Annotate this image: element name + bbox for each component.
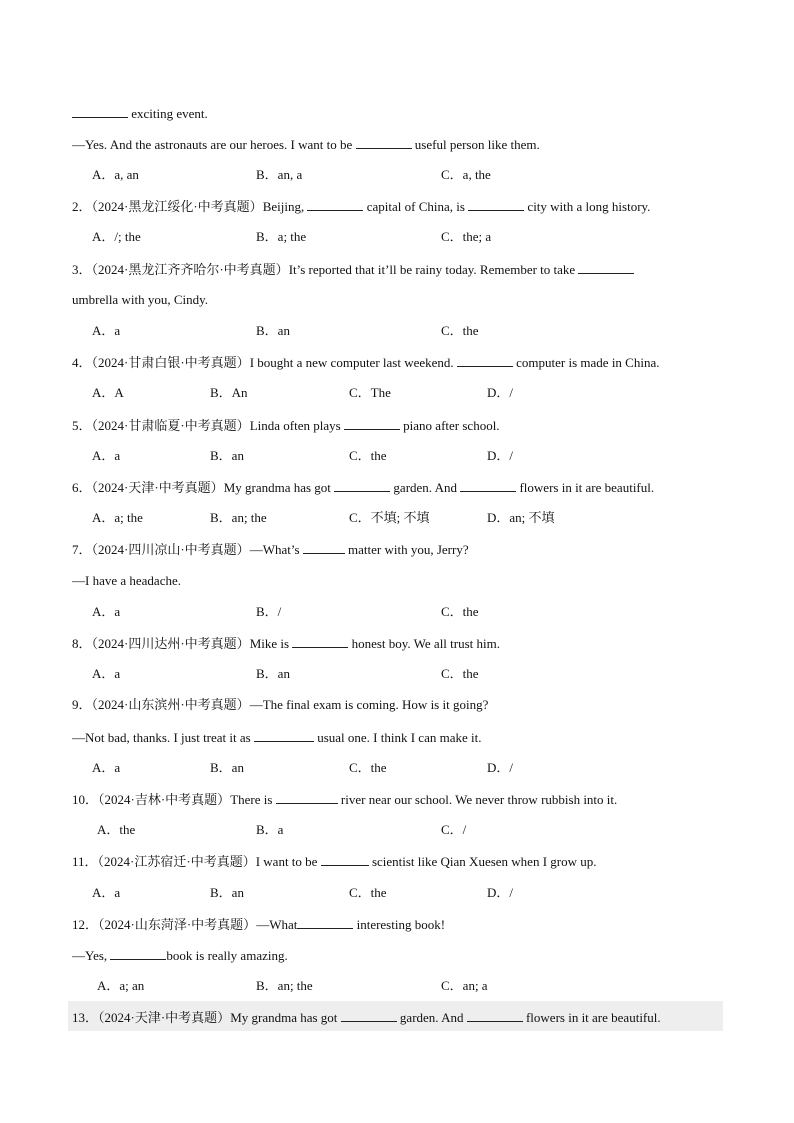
question-7-options [0, 604, 794, 620]
option-b[interactable]: B．an; the [256, 978, 313, 993]
question-6-options [0, 510, 794, 526]
question-4-options [0, 385, 794, 401]
option-b[interactable]: B．a; the [256, 229, 307, 244]
option-a[interactable]: A．a, an [92, 167, 139, 182]
answer-blank[interactable] [303, 541, 345, 554]
option-b[interactable]: B．An [210, 385, 248, 400]
option-b[interactable]: B．an [210, 448, 244, 463]
option-c[interactable]: C．the [441, 323, 479, 338]
option-b[interactable]: B．a [256, 822, 284, 837]
option-a[interactable]: A．A [92, 385, 124, 400]
question-12-options [0, 978, 794, 994]
option-b[interactable]: B．an [256, 323, 290, 338]
answer-blank[interactable] [276, 791, 338, 804]
option-d[interactable]: D．/ [487, 885, 514, 900]
question-9-options [0, 760, 794, 776]
question-12-dialogue: —Yes, book is really amazing. [72, 948, 288, 963]
question-13-stem[interactable]: 13．（2024·天津·中考真题）My grandma has got garden. And flowers in it are beautiful. [72, 1010, 661, 1025]
question-7-stem: 7．（2024·四川凉山·中考真题）—What’s matter with you, Jerry? [72, 542, 469, 557]
option-a[interactable]: A．a [92, 760, 121, 775]
question-3-options [0, 323, 794, 339]
option-d[interactable]: D．an; 不填 [487, 510, 555, 525]
answer-blank[interactable] [460, 479, 516, 492]
option-c[interactable]: C．/ [441, 822, 467, 837]
option-a[interactable]: A．/; the [92, 229, 141, 244]
question-1-dialogue: —Yes. And the astronauts are our heroes. I want to be useful person like them. [72, 137, 540, 152]
answer-blank[interactable] [321, 853, 369, 866]
option-c[interactable]: C．不填; 不填 [349, 510, 430, 525]
question-9-dialogue: —Not bad, thanks. I just treat it as usual one. I think I can make it. [72, 730, 482, 745]
question-11-options [0, 885, 794, 901]
answer-blank[interactable] [578, 261, 634, 274]
question-3-stem-cont: umbrella with you, Cindy. [72, 292, 209, 307]
answer-blank[interactable] [467, 1009, 523, 1022]
option-c[interactable]: C．the [441, 604, 479, 619]
question-5-options [0, 448, 794, 464]
option-b[interactable]: B．an [256, 666, 290, 681]
question-5-stem: 5．（2024·甘肃临夏·中考真题）Linda often plays piano after school. [72, 418, 500, 433]
option-a[interactable]: A．a [92, 604, 121, 619]
question-1-options [0, 167, 794, 183]
option-d[interactable]: D．/ [487, 448, 514, 463]
answer-blank[interactable] [292, 635, 348, 648]
answer-blank[interactable] [344, 417, 400, 430]
answer-blank[interactable] [72, 105, 128, 118]
option-a[interactable]: A．a [92, 448, 121, 463]
option-c[interactable]: C．a, the [441, 167, 491, 182]
option-c[interactable]: C．the [441, 666, 479, 681]
question-10-stem: 10．（2024·吉林·中考真题）There is river near our school. We never throw rubbish into it. [72, 792, 618, 807]
question-6-stem: 6．（2024·天津·中考真题）My grandma has got garden. And flowers in it are beautiful. [72, 480, 655, 495]
option-a[interactable]: A．a [92, 666, 121, 681]
option-b[interactable]: B．/ [256, 604, 282, 619]
answer-blank[interactable] [110, 947, 166, 960]
question-9-stem: 9．（2024·山东滨州·中考真题）—The final exam is coming. How is it going? [72, 697, 489, 712]
answer-blank[interactable] [356, 136, 412, 149]
option-d[interactable]: D．/ [487, 385, 514, 400]
answer-blank[interactable] [307, 198, 363, 211]
option-a[interactable]: A．a; the [92, 510, 143, 525]
question-8-stem: 8．（2024·四川达州·中考真题）Mike is honest boy. We all trust him. [72, 636, 501, 651]
option-d[interactable]: D．/ [487, 760, 514, 775]
option-c[interactable]: C．the [349, 760, 387, 775]
answer-blank[interactable] [468, 198, 524, 211]
option-b[interactable]: B．an [210, 885, 244, 900]
question-7-dialogue: —I have a headache. [72, 573, 181, 588]
question-4-stem: 4．（2024·甘肃白银·中考真题）I bought a new computer last weekend. computer is made in China. [72, 355, 660, 370]
option-c[interactable]: C．an; a [441, 978, 488, 993]
answer-blank[interactable] [334, 479, 390, 492]
option-c[interactable]: C．the [349, 448, 387, 463]
question-8-options [0, 666, 794, 682]
question-10-options [0, 822, 794, 838]
question-2-stem: 2．（2024·黑龙江绥化·中考真题）Beijing, capital of China, is city with a long history. [72, 199, 651, 214]
answer-blank[interactable] [297, 916, 353, 929]
option-b[interactable]: B．an, a [256, 167, 303, 182]
answer-blank[interactable] [254, 729, 314, 742]
option-a[interactable]: A．the [97, 822, 136, 837]
question-1-text-end: exciting event. [72, 105, 208, 122]
option-b[interactable]: B．an; the [210, 510, 267, 525]
option-c[interactable]: C．the [349, 885, 387, 900]
option-a[interactable]: A．a [92, 323, 121, 338]
answer-blank[interactable] [457, 354, 513, 367]
answer-blank[interactable] [341, 1009, 397, 1022]
question-3-stem: 3．（2024·黑龙江齐齐哈尔·中考真题）It’s reported that it’ll be rainy today. Remember to take [72, 261, 634, 278]
option-a[interactable]: A．a [92, 885, 121, 900]
option-a[interactable]: A．a; an [97, 978, 145, 993]
option-b[interactable]: B．an [210, 760, 244, 775]
question-11-stem: 11．（2024·江苏宿迁·中考真题）I want to be scientist like Qian Xuesen when I grow up. [72, 854, 597, 869]
option-c[interactable]: C．the; a [441, 229, 492, 244]
question-2-options [0, 229, 794, 245]
option-c[interactable]: C．The [349, 385, 391, 400]
question-12-stem: 12．（2024·山东菏泽·中考真题）—What interesting book! [72, 917, 446, 932]
